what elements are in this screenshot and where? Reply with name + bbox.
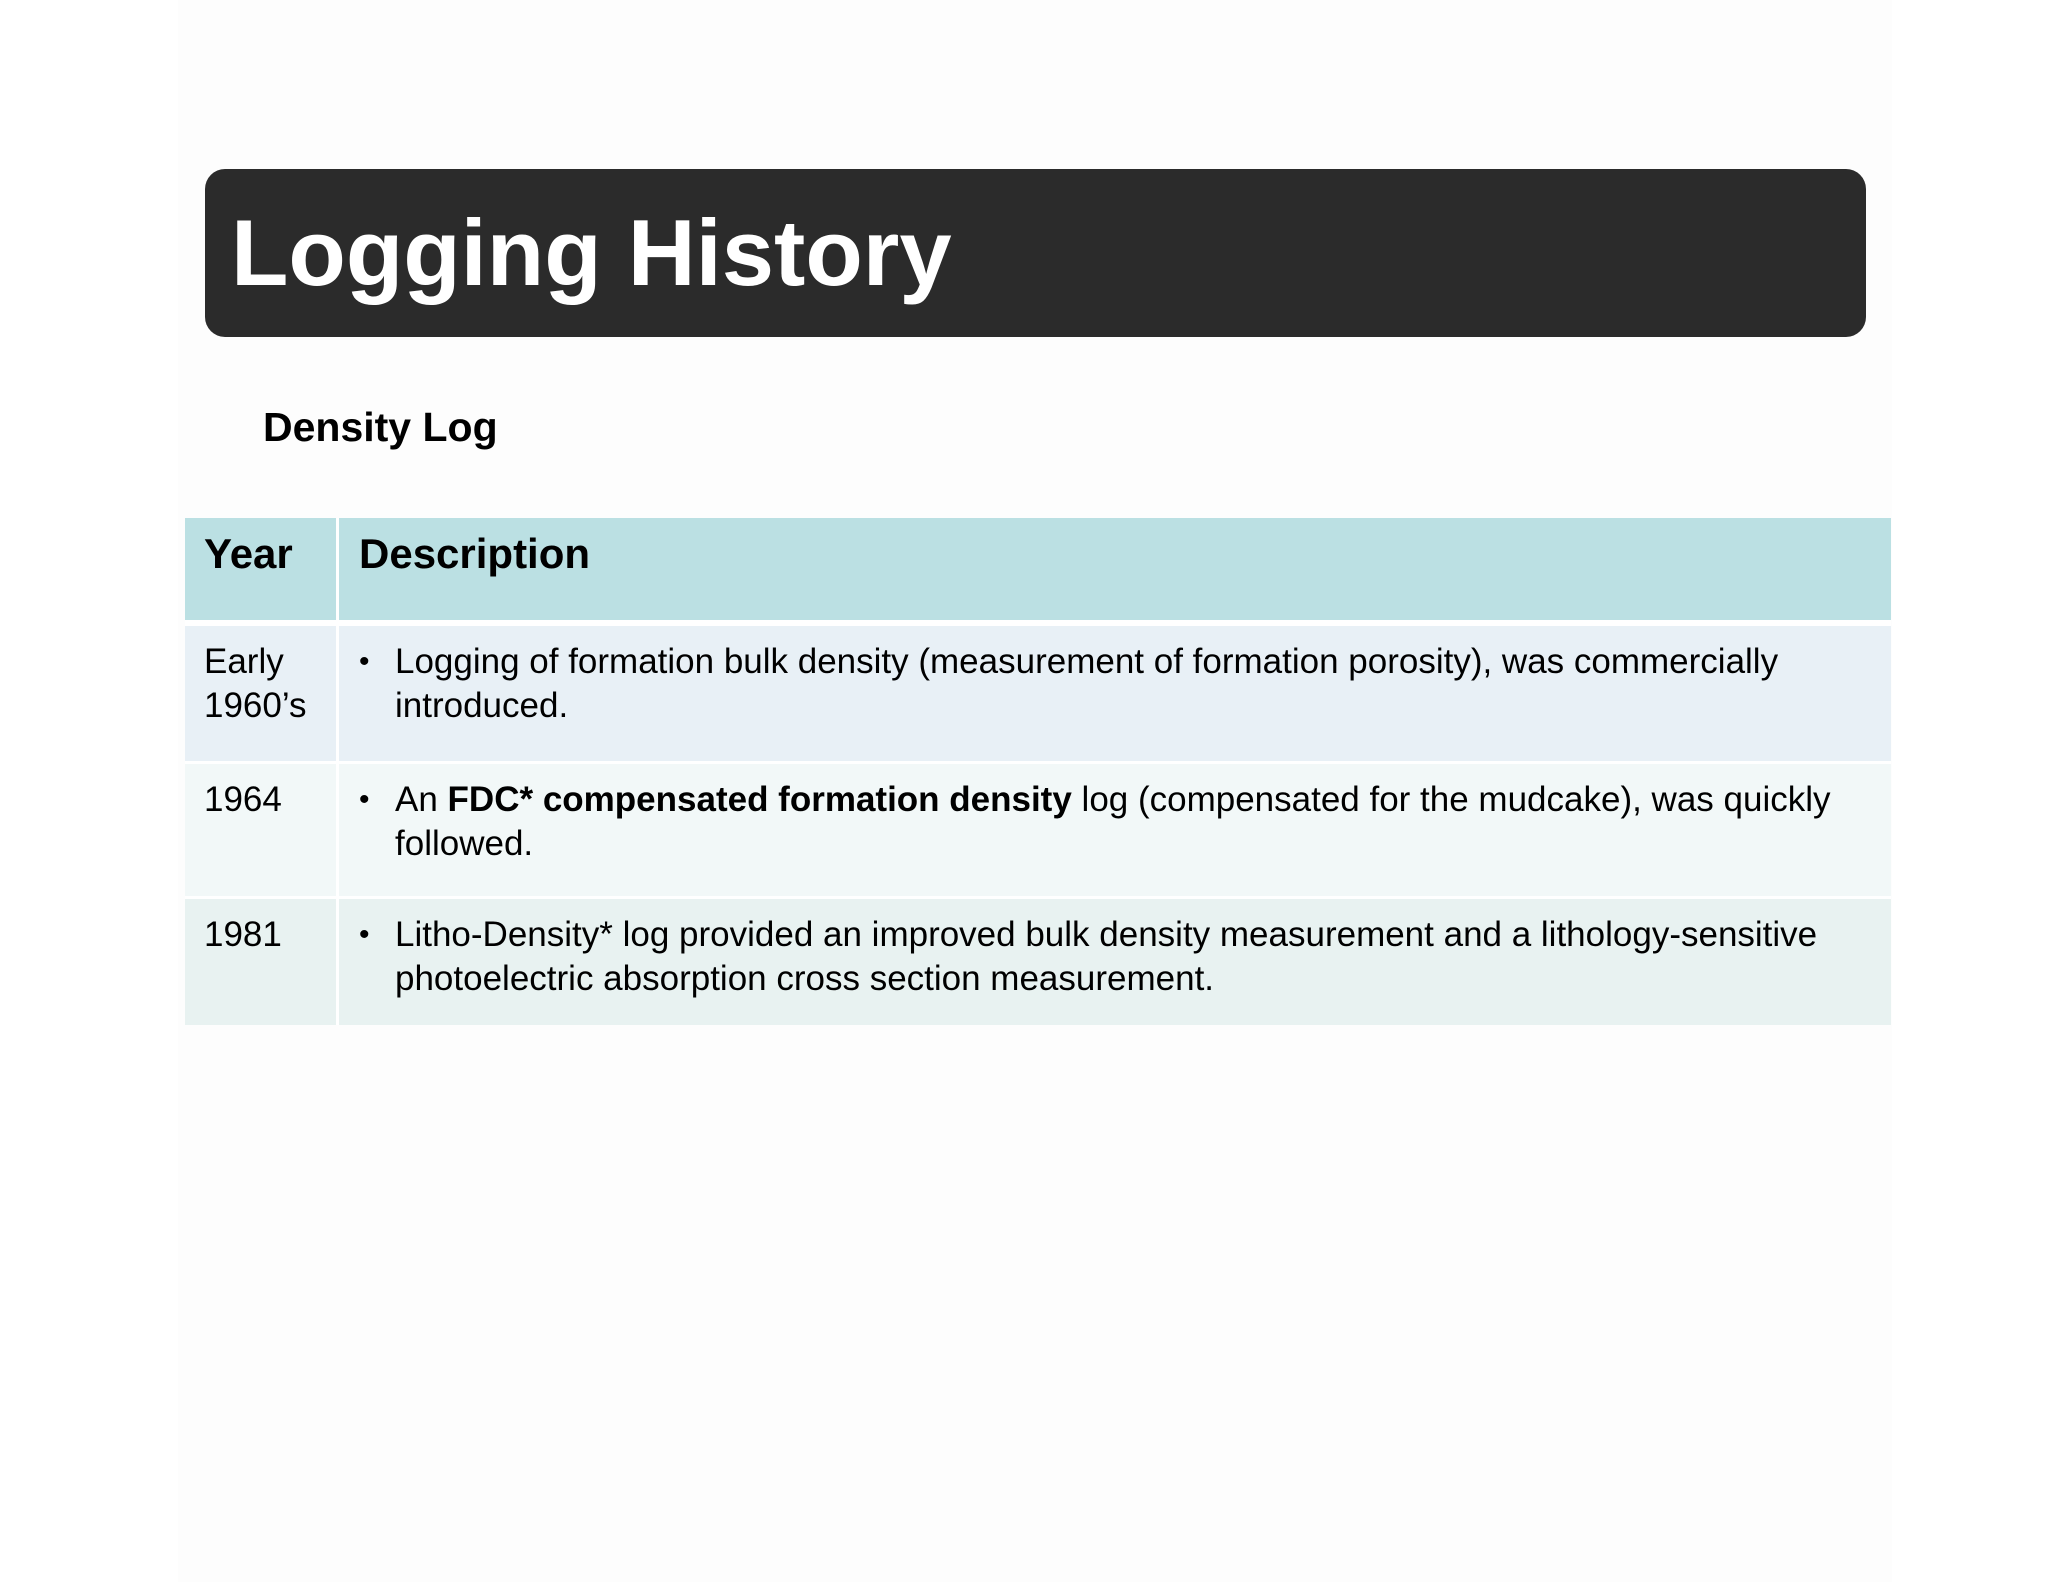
year-cell: 1964 — [185, 764, 339, 896]
section-subtitle: Density Log — [263, 404, 498, 450]
bullet: • — [359, 783, 370, 816]
bullet: • — [359, 645, 370, 678]
description-text: Logging of formation bulk density (measurement of formation porosity), was commercially introduced. — [395, 642, 1779, 725]
year-cell: 1981 — [185, 899, 339, 1025]
bullet: • — [359, 918, 370, 951]
description-cell — [339, 899, 1891, 1025]
description-text: Litho-Density* log provided an improved bulk density measurement and a lithology-sensitive photoelectric absorption cross section measurement. — [395, 915, 1818, 998]
description-cell — [339, 626, 1891, 761]
description-text — [395, 778, 1881, 896]
description-prefix: An — [395, 780, 448, 819]
year-cell: Early 1960’s — [185, 626, 339, 761]
table-row — [185, 764, 1891, 899]
description-bold-term: FDC* compensated formation density — [447, 780, 1072, 819]
header-year: Year — [185, 518, 339, 620]
table-row — [185, 626, 1891, 764]
history-table — [185, 518, 1891, 1025]
header-description: Description — [359, 530, 591, 577]
description-suffix: log (compensated for the mudcake), was quickly followed. — [395, 780, 1831, 863]
table-row — [185, 899, 1891, 1025]
page-title: Logging History — [231, 200, 952, 305]
title-bar — [205, 169, 1866, 337]
table-header-row — [185, 518, 1891, 626]
description-cell — [339, 764, 1891, 896]
